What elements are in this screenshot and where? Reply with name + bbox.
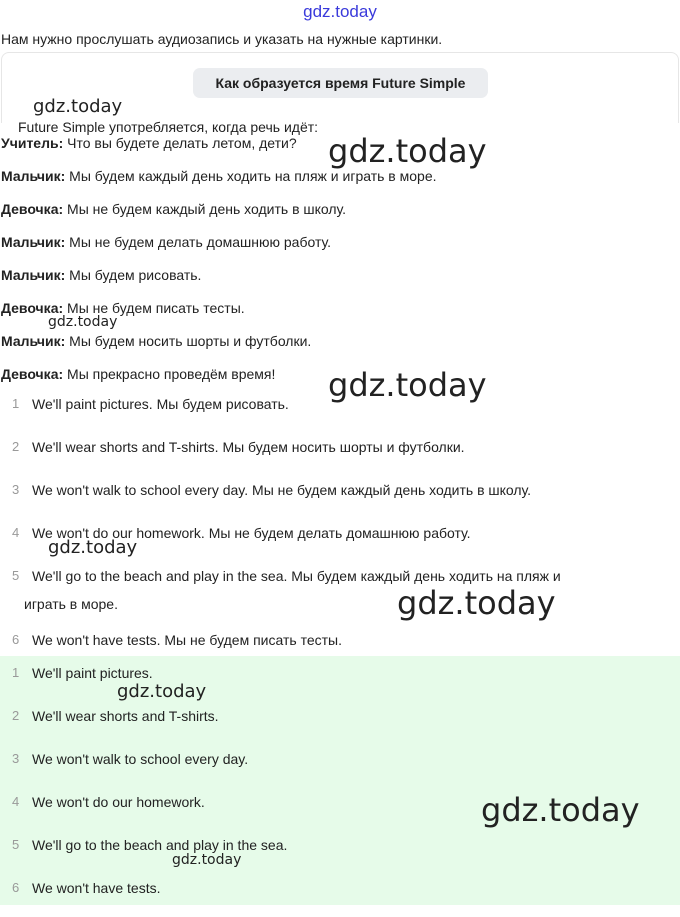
utterance: Мы не будем каждый день ходить в школу. [63,201,347,217]
speaker: Мальчик: [1,168,66,184]
dialogue-line [1,264,677,297]
item-number: 4 [12,794,20,809]
item-text: We'll paint pictures. Мы будем рисовать. [32,396,289,412]
watermark: gdz.today [33,96,123,117]
utterance: Мы будем каждый день ходить на пляж и играть в море. [65,168,437,184]
answer-list [0,656,680,905]
list-item [0,659,680,702]
list-item [0,433,680,476]
item-text: We won't have tests. [32,880,161,896]
item-number: 6 [12,880,20,895]
utterance: Мы будем рисовать. [65,267,202,283]
item-number: 1 [12,665,20,680]
item-text: We'll go to the beach and play in the sea. [32,837,288,853]
list-item [0,562,680,626]
list-item [0,745,680,788]
utterance: Что вы будете делать летом, дети? [63,135,297,151]
utterance: Мы не будем писать тесты. [63,300,245,316]
item-text: We'll wear shorts and T-shirts. Мы будем носить шорты и футболки. [32,439,465,455]
item-number: 1 [12,396,20,411]
item-text: We won't do our homework. Мы не будем делать домашнюю работу. [32,525,471,541]
utterance: Мы прекрасно проведём время! [63,366,276,382]
translation-list [0,390,680,669]
watermark: gdz.today [481,791,640,829]
item-text: We'll go to the beach and play in the sea. Мы будем каждый день ходить на пляж и [32,568,561,584]
item-text-continued: играть в море. [24,596,118,612]
list-item [0,702,680,745]
item-number: 3 [12,751,20,766]
item-number: 3 [12,482,20,497]
list-item [0,874,680,917]
speaker: Мальчик: [1,234,66,250]
list-item [0,476,680,519]
watermark: gdz.today [48,537,138,558]
utterance: Мы не будем делать домашнюю работу. [65,234,332,250]
dialogue-line [1,330,677,363]
item-text: We won't walk to school every day. [32,751,249,767]
item-number: 4 [12,525,20,540]
future-simple-button[interactable]: Как образуется время Future Simple [193,68,488,98]
item-number: 2 [12,708,20,723]
item-number: 5 [12,837,20,852]
speaker: Мальчик: [1,267,66,283]
speaker: Девочка: [1,366,64,382]
speaker: Девочка: [1,201,64,217]
dialogue-line [1,198,677,231]
watermark: gdz.today [117,681,207,702]
list-item [0,831,680,874]
item-text: We won't do our homework. [32,794,205,810]
utterance: Мы будем носить шорты и футболки. [65,333,312,349]
intro-text: Нам нужно прослушать аудиозапись и указать на нужные картинки. [1,31,443,47]
item-text: We won't have tests. Мы не будем писать тесты. [32,632,342,648]
item-text: We won't walk to school every day. Мы не будем каждый день ходить в школу. [32,482,532,498]
item-text: We'll wear shorts and T-shirts. [32,708,219,724]
speaker: Мальчик: [1,333,66,349]
watermark: gdz.today [328,366,487,404]
item-number: 5 [12,568,20,583]
item-text: We'll paint pictures. [32,665,153,681]
speaker: Девочка: [1,300,64,316]
watermark: gdz.today [172,852,242,868]
card-cut-text: Future Simple употребляется, когда речь идёт: [18,119,319,135]
item-number: 2 [12,439,20,454]
watermark: gdz.today [328,132,487,170]
speaker: Учитель: [1,135,64,151]
dialogue [1,132,677,396]
dialogue-line [1,231,677,264]
watermark: gdz.today [397,584,556,622]
watermark: gdz.today [48,314,118,330]
top-watermark: gdz.today [303,2,377,21]
item-number: 6 [12,632,20,647]
